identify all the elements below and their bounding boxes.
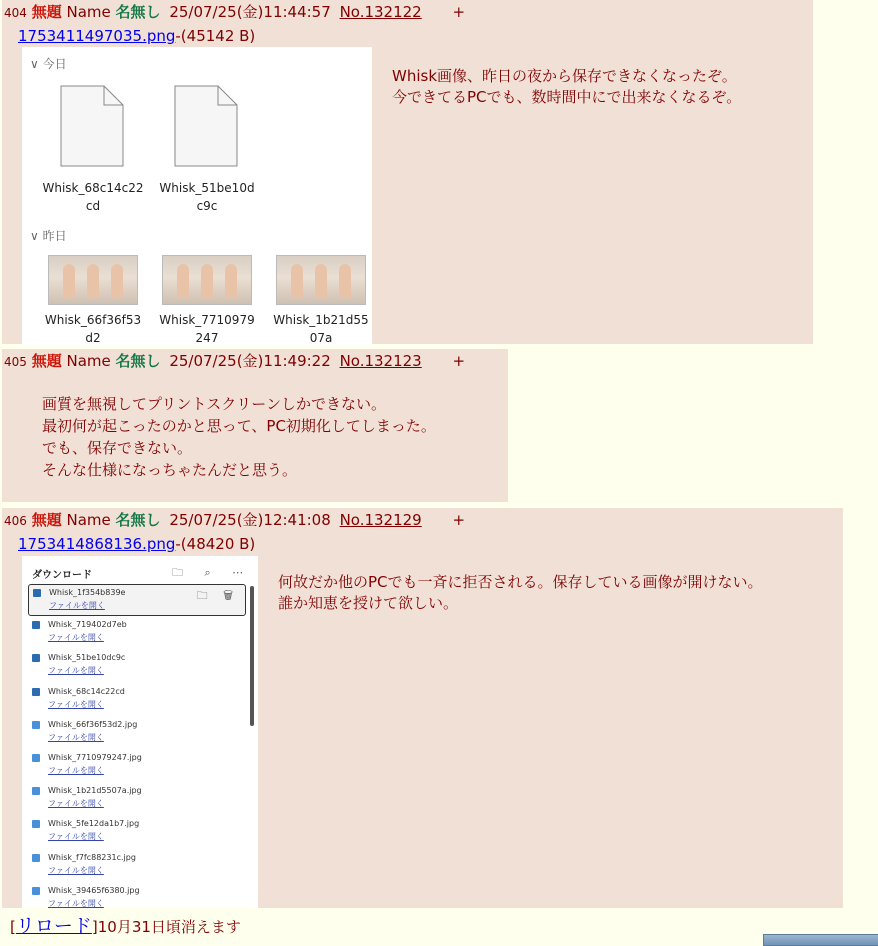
download-item[interactable]	[28, 750, 244, 780]
download-file-name: Whisk_1b21d5507a.jpg	[48, 786, 142, 796]
open-file-link[interactable]: ファイルを開く	[48, 633, 104, 643]
download-item[interactable]	[28, 584, 246, 616]
post-no-link[interactable]: No.132123	[339, 352, 422, 370]
file-info	[18, 534, 255, 554]
image-file-icon	[33, 589, 41, 597]
jpg-file-icon	[32, 887, 40, 895]
poster-name: 名無し	[115, 352, 161, 370]
open-file-link[interactable]: ファイルを開く	[48, 666, 104, 676]
post-thumbnail[interactable]	[22, 47, 372, 345]
file-size: -(48420 B)	[175, 535, 256, 553]
open-file-link[interactable]: ファイルを開く	[48, 732, 104, 742]
post-body: 画質を無視してプリントスクリーンしかできない。 最初何が起こったのかと思って、PC初期化してしまった。 でも、保存できない。 そんな仕様になっちゃたんだと思う。	[42, 395, 436, 479]
post-subject: 無題	[31, 3, 62, 21]
post-date: 25/07/25(金)12:41:08	[169, 511, 331, 529]
download-item[interactable]	[28, 617, 244, 647]
file-icon	[60, 85, 124, 167]
download-item[interactable]	[28, 816, 244, 846]
download-file-name: Whisk_5fe12da1b7.jpg	[48, 819, 140, 829]
download-file-name: Whisk_68c14c22cd	[48, 686, 125, 696]
post-body: 何故だか他のPCでも一斉に拒否される。保存している画像が開けない。 誰か知恵を授けて欲しい。	[278, 573, 763, 612]
scrollbar	[250, 586, 254, 726]
post-no-link[interactable]: No.132129	[339, 511, 422, 529]
quote-plus-button[interactable]: +	[452, 352, 466, 370]
image-file-icon	[32, 654, 40, 662]
download-item[interactable]	[28, 717, 244, 747]
file-name: Whisk_51be10d c9c	[159, 181, 255, 213]
reload-link[interactable]: リロード	[15, 915, 92, 937]
item-actions[interactable]: 🗀 🗑	[196, 589, 239, 602]
group-yesterday-label: ∨ 昨日	[30, 229, 67, 243]
file-info	[18, 26, 255, 46]
download-item[interactable]	[28, 650, 244, 680]
name-label: Name	[66, 3, 111, 21]
download-file-name: Whisk_1f354b839e	[49, 588, 126, 597]
post-header	[4, 2, 465, 23]
post-number: 404	[4, 6, 27, 20]
post-date: 25/07/25(金)11:44:57	[169, 3, 331, 21]
file-link[interactable]: 1753414868136.png	[18, 535, 176, 553]
jpg-file-icon	[32, 754, 40, 762]
post-header	[4, 510, 465, 531]
file-name: Whisk_68c14c22 cd	[42, 181, 144, 213]
post-subject: 無題	[31, 352, 62, 370]
post-body: Whisk画像、昨日の夜から保存できなくなったぞ。 今できてるPCでも、数時間中にで出来なくなるぞ。	[392, 67, 742, 106]
post-number: 405	[4, 355, 27, 369]
group-today-label: ∨ 今日	[30, 57, 67, 71]
post-date: 25/07/25(金)11:49:22	[169, 352, 331, 370]
name-label: Name	[66, 352, 111, 370]
post-no-link[interactable]: No.132122	[339, 3, 422, 21]
photo-thumbnail	[162, 255, 252, 305]
download-file-name: Whisk_7710979247.jpg	[48, 753, 142, 762]
open-file-link[interactable]: ファイルを開く	[48, 766, 104, 775]
open-file-link[interactable]: ファイルを開く	[48, 832, 104, 842]
post-404	[2, 0, 813, 344]
download-file-name: Whisk_66f36f53d2.jpg	[48, 719, 138, 729]
downloads-title: ダウンロード	[32, 570, 92, 581]
download-item[interactable]	[28, 783, 244, 813]
open-file-link[interactable]: ファイルを開く	[49, 601, 105, 610]
file-name: Whisk_66f36f53 d2	[44, 313, 142, 345]
quote-plus-button[interactable]: +	[452, 3, 466, 21]
name-label: Name	[66, 511, 111, 529]
file-name: Whisk_1b21d55 07a	[273, 313, 369, 345]
post-subject: 無題	[31, 511, 62, 529]
download-file-name: Whisk_719402d7eb	[48, 620, 127, 630]
file-name: Whisk_7710979 247	[159, 313, 255, 345]
jpg-file-icon	[32, 721, 40, 729]
footer: [リロード]10月31日頃消えます	[10, 915, 241, 937]
post-405	[2, 349, 508, 502]
file-icon	[174, 85, 238, 167]
image-file-icon	[32, 688, 40, 696]
downloads-toolbar-icons: 🗀 ⌕ ⋯	[172, 566, 253, 579]
post-number: 406	[4, 514, 27, 528]
poster-name: 名無し	[115, 3, 161, 21]
jpg-file-icon	[32, 787, 40, 795]
post-header	[4, 351, 465, 372]
download-item[interactable]	[28, 883, 244, 908]
poster-name: 名無し	[115, 511, 161, 529]
quote-plus-button[interactable]: +	[452, 511, 466, 529]
post-thumbnail-downloads[interactable]	[22, 556, 258, 908]
open-file-link[interactable]: ファイルを開く	[48, 898, 104, 908]
download-item[interactable]	[28, 850, 244, 880]
download-file-name: Whisk_51be10dc9c	[48, 653, 126, 663]
open-file-link[interactable]: ファイルを開く	[48, 699, 104, 709]
file-link[interactable]: 1753411497035.png	[18, 27, 176, 45]
photo-thumbnail	[276, 255, 366, 305]
file-size: -(45142 B)	[175, 27, 256, 45]
open-file-link[interactable]: ファイルを開く	[48, 865, 104, 875]
jpg-file-icon	[32, 820, 40, 828]
photo-thumbnail	[48, 255, 138, 305]
image-file-icon	[32, 621, 40, 629]
corner-image	[763, 934, 878, 946]
open-file-link[interactable]: ファイルを開く	[48, 799, 104, 809]
download-file-name: Whisk_f7fc88231c.jpg	[48, 852, 136, 862]
download-item[interactable]	[28, 684, 244, 714]
expiry-note: 10月31日頃消えます	[97, 918, 241, 936]
download-file-name: Whisk_39465f6380.jpg	[48, 885, 140, 895]
jpg-file-icon	[32, 854, 40, 862]
